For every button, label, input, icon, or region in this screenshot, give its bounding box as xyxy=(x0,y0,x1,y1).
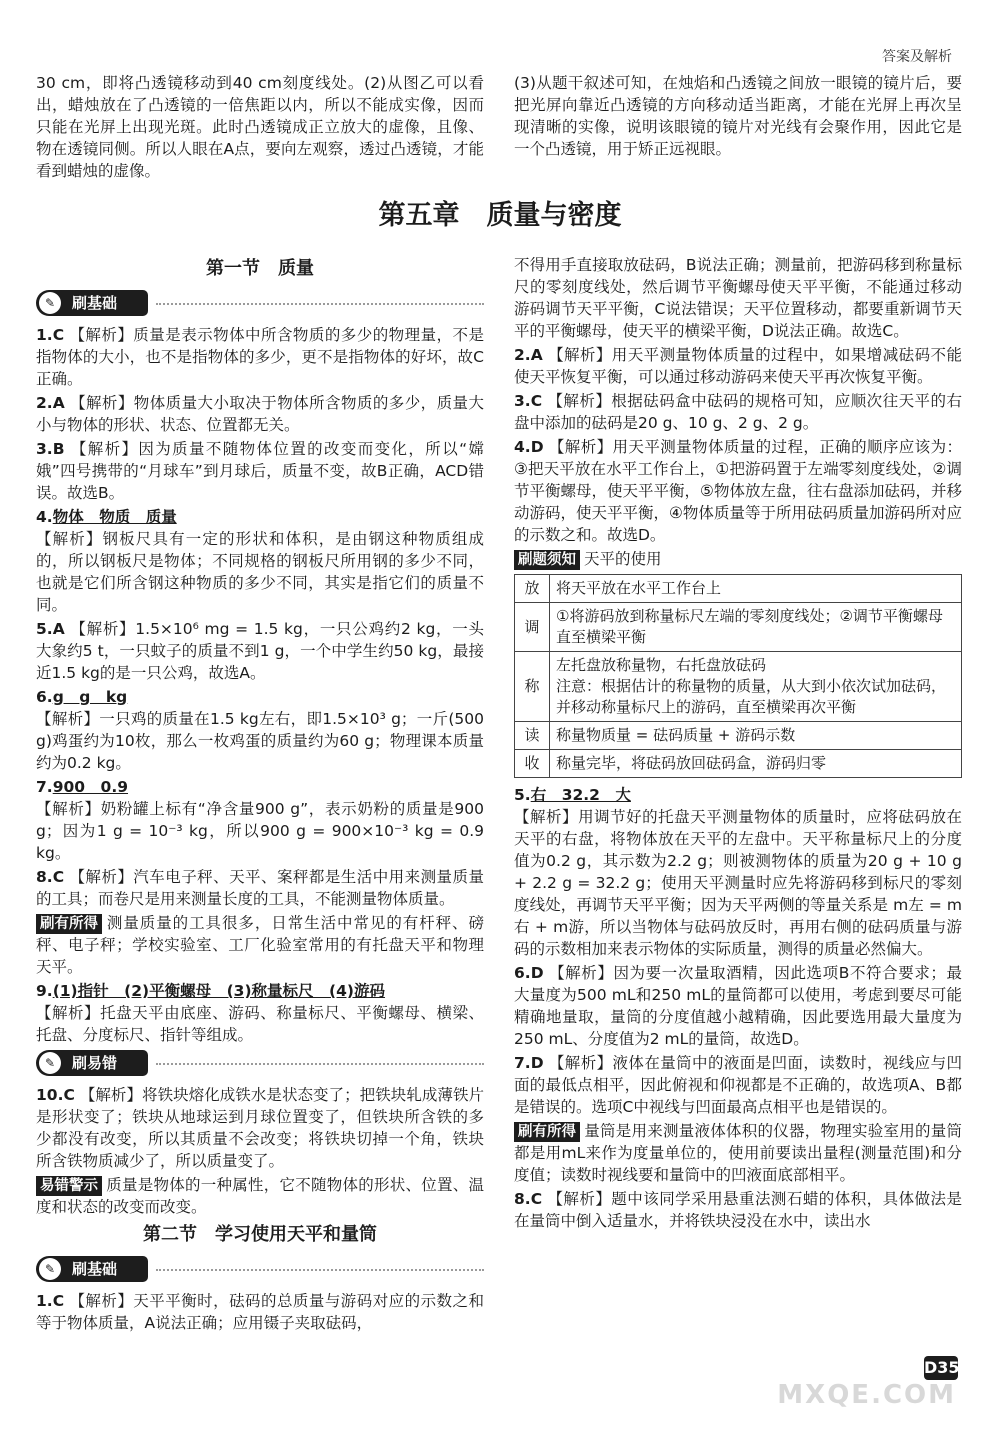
answer-item: 3.B 【解析】因为质量不随物体位置的改变而变化，所以“嫦娥”四号携带的“月球车”到月球后，质量不变，故B正确，ACD错误。故选B。 xyxy=(36,440,484,502)
tip-tag: 刷有所得 xyxy=(36,914,102,934)
table-row xyxy=(515,603,962,652)
table-row xyxy=(515,722,962,750)
answer-item: 7.D 【解析】液体在量筒中的液面是凹面，读数时，视线应与凹面的最低点相平，因此俯视和仰视都是不正确的，故选项A、B都是错误的。选项C中视线与凹面最高点相平也是错误的。 xyxy=(514,1054,962,1116)
table-key-cell: 调 xyxy=(515,603,550,652)
answer-item: 6.g g kg 【解析】一只鸡的质量在1.5 kg左右，即1.5×10³ g；一斤(500 g)鸡蛋约为10枚，那么一枚鸡蛋的质量约为60 g；物理课本质量约为0.2 kg。 xyxy=(36,688,484,772)
left-column xyxy=(36,252,484,1336)
balance-usage-table xyxy=(514,574,962,778)
practice-badge-row xyxy=(36,1254,484,1284)
brush-icon: ✎ xyxy=(39,1052,61,1074)
watermark: MXQE.COM xyxy=(777,1380,956,1410)
answer-item: 4.D 【解析】用天平测量物体质量的过程，正确的顺序应该为：③把天平放在水平工作台上，①把游码置于左端零刻度线处，②调节平衡螺母，使天平平衡，⑤物体放左盘，往右盘添加砝码，并移动游码，使天平平衡，④物体质量等于所用砝码质量加游码所对应的示数之和。故选D。 xyxy=(514,438,962,544)
tip-tag: 刷有所得 xyxy=(514,1122,580,1142)
tip-note: 刷有所得 量筒是用来测量液体体积的仪器，物理实验室用的量筒都是用mL来作为度量单位的，使用前要读出量程(测量范围)和分度值；读数时视线要和量筒中的凹液面底部相平。 xyxy=(514,1122,962,1184)
answer-item: 4.物体 物质 质量 【解析】钢板尺具有一定的形状和体积，是由钢这种物质组成的，所以钢板尺是物体；不同规格的钢板尺所用钢的多少不同，也就是它们所含钢这种物质的多少不同，其实是指它们的质量不同。 xyxy=(36,508,484,614)
warning-tag: 易错警示 xyxy=(36,1176,102,1196)
table-row xyxy=(515,575,962,603)
mistake-badge-row xyxy=(36,1048,484,1078)
table-row xyxy=(515,652,962,722)
table-row xyxy=(515,750,962,778)
top-right-paragraph xyxy=(514,72,962,162)
chapter-title: 第五章 质量与密度 xyxy=(378,200,622,231)
answer-item: 3.C 【解析】根据砝码盒中砝码的规格可知，应顺次往天平的右盘中添加的砝码是20 g、10 g、2 g、2 g。 xyxy=(514,392,962,432)
page-number: D35 xyxy=(924,1356,958,1380)
answer-item: 10.C 【解析】将铁块熔化成铁水是状态变了；把铁块轧成薄铁片是形状变了；铁块从地球运到月球位置变了，但铁块所含铁的多少都没有改变，所以其质量不会改变；将铁块切掉一个角，铁块所含铁物质减少了，所以质量变了。 xyxy=(36,1086,484,1170)
answer-item: 6.D 【解析】因为要一次量取酒精，因此选项B不符合要求；最大量度为500 mL和250 mL的量筒都可以使用，考虑到要尽可能精确地量取，量筒的分度值越小越精确，因此要选用最大量度为250 mL、分度值为2 mL的量筒，故选D。 xyxy=(514,964,962,1048)
top-left-paragraph xyxy=(36,72,484,184)
tip-note: 刷有所得 测量质量的工具很多，日常生活中常见的有杆秤、磅秤、电子秤；学校实验室、工厂化验室常用的有托盘天平和物理天平。 xyxy=(36,914,484,976)
paragraph: (3)从题干叙述可知，在烛焰和凸透镜之间放一眼镜的镜片后，要把光屏向靠近凸透镜的方向移动适当距离，才能在光屏上再次呈现清晰的实像，说明该眼镜的镜片对光线有会聚作用，因此它是一个凸透镜，用于矫正远视眼。 xyxy=(514,74,962,158)
answer-item: 2.A 【解析】物体质量大小取决于物体所含物质的多少，质量大小与物体的形状、状态、位置都无关。 xyxy=(36,394,484,434)
answer-item: 8.C 【解析】汽车电子秤、天平、案秤都是生活中用来测量质量的工具；而卷尺是用来测量长度的工具，不能测量物体质量。 xyxy=(36,868,484,908)
notice-heading: 刷题须知 天平的使用 xyxy=(514,548,962,570)
answer-item: 9.(1)指针 (2)平衡螺母 (3)称量标尺 (4)游码 【解析】托盘天平由底座、游码、称量标尺、平衡螺母、横梁、托盘、分度标尺、指针等组成。 xyxy=(36,982,484,1044)
brush-icon: ✎ xyxy=(39,1258,61,1280)
answer-continuation: 不得用手直接取放砝码，B说法正确；测量前，把游码移到称量标尺的零刻度线处，然后调节平衡螺母使天平平衡，不能通过移动游码调节天平平衡，C说法错误；天平位置移动，都要重新调节天平的平衡螺母，使天平的横梁平衡，D说法正确。故选C。 xyxy=(514,256,962,340)
section-title: 第二节 学习使用天平和量筒 xyxy=(143,1224,377,1245)
table-key-cell: 放 xyxy=(515,575,550,603)
mistake-badge: ✎ 刷易错 xyxy=(36,1050,148,1076)
answer-item: 8.C 【解析】题中该同学采用悬重法测石蜡的体积，具体做法是在量筒中倒入适量水，并将铁块浸没在水中，读出水 xyxy=(514,1190,962,1230)
table-value-cell: 称量完毕，将砝码放回砝码盒，游码归零 xyxy=(550,750,962,778)
answer-item: 5.A 【解析】1.5×10⁶ mg = 1.5 kg，一只公鸡约2 kg，一头大象约5 t，一只蚊子的质量不到1 g，一个中学生约50 kg，最接近1.5 kg的是一只公鸡，故选A。 xyxy=(36,620,485,682)
practice-badge-row xyxy=(36,288,484,318)
table-value-cell: 将天平放在水平工作台上 xyxy=(550,575,962,603)
header-label: 答案及解析 xyxy=(882,49,952,65)
brush-icon: ✎ xyxy=(39,292,61,314)
table-value-cell: 左托盘放称量物，右托盘放砝码 注意：根据估计的称量物的质量，从大到小依次试加砝码，并移动称量标尺上的游码，直至横梁再次平衡 xyxy=(550,652,962,722)
practice-badge: ✎ 刷基础 xyxy=(36,290,148,316)
answer-item: 1.C 【解析】质量是表示物体中所含物质的多少的物理量，不是指物体的大小，也不是指物体的多少，更不是指物体的好坏，故C正确。 xyxy=(36,326,484,388)
paragraph: 30 cm，即将凸透镜移动到40 cm刻度线处。(2)从图乙可以看出，蜡烛放在了凸透镜的一倍焦距以内，所以不能成实像，因而只能在光屏上出现光斑。此时凸透镜成正立放大的虚像，且像、物在透镜同侧。所以人眼在A点，要向左观察，透过凸透镜，才能看到蜡烛的虚像。 xyxy=(36,74,484,180)
section-title: 第一节 质量 xyxy=(206,258,314,279)
warning-note: 易错警示 质量是物体的一种属性，它不随物体的形状、位置、温度和状态的改变而改变。 xyxy=(36,1176,484,1216)
answer-item: 1.C 【解析】天平平衡时，砝码的总质量与游码对应的示数之和等于物体质量，A说法正确；应用镊子夹取砝码， xyxy=(36,1292,484,1332)
table-value-cell: 称量物质量 = 砝码质量 + 游码示数 xyxy=(550,722,962,750)
right-column xyxy=(514,254,962,1234)
notice-tag: 刷题须知 xyxy=(514,550,580,570)
table-key-cell: 读 xyxy=(515,722,550,750)
table-key-cell: 称 xyxy=(515,652,550,722)
answer-item: 5.右 32.2 大 【解析】用调节好的托盘天平测量物体的质量时，应将砝码放在天平的右盘，将物体放在天平的左盘中。天平称量标尺上的分度值为0.2 g，其示数为2.2 g；则被测物体的质量为20 g + 10 g + 2.2 g = 32.2 g；使用天平测量时应先将游码移到标尺的零刻度线处，再调节天平平衡；因为天平两侧的等量关系是 m左 = m右 + m游，所以当物体与砝码放反时，再用右侧的砝码质量与游码的示数相加来表示物体的实际质量，测得的质量必然偏大。 xyxy=(514,786,962,958)
answer-item: 2.A 【解析】用天平测量物体质量的过程中，如果增减砝码不能使天平恢复平衡，可以通过移动游码来使天平再次恢复平衡。 xyxy=(514,346,962,386)
practice-badge: ✎ 刷基础 xyxy=(36,1256,148,1282)
table-value-cell: ①将游码放到称量标尺左端的零刻度线处；②调节平衡螺母直至横梁平衡 xyxy=(550,603,962,652)
answer-item: 7.900 0.9 【解析】奶粉罐上标有“净含量900 g”，表示奶粉的质量是900 g；因为1 g = 10⁻³ kg，所以900 g = 900×10⁻³ kg = 0.9 kg。 xyxy=(36,778,484,862)
table-key-cell: 收 xyxy=(515,750,550,778)
